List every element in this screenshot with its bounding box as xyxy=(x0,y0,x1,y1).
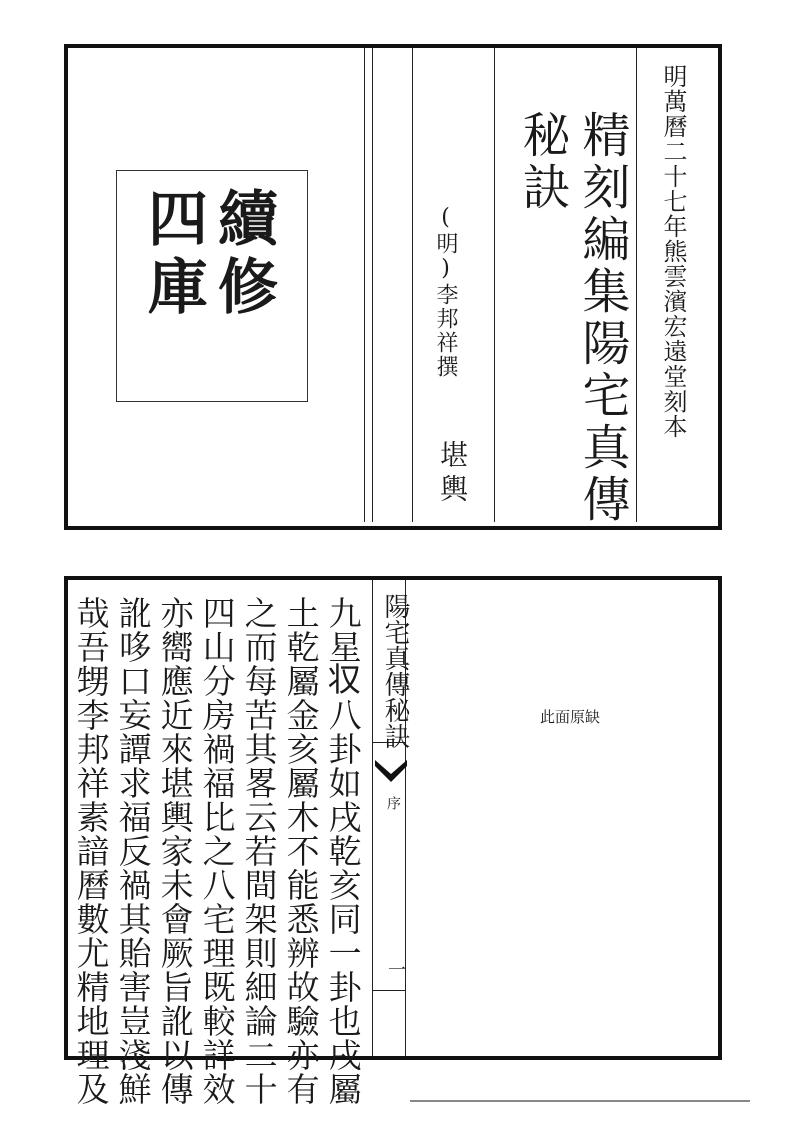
fish-tail-mark-icon xyxy=(375,760,407,786)
book-title-continued: 秘訣 xyxy=(514,110,570,214)
section-mark: 序 xyxy=(385,796,401,810)
center-column-title: 陽宅真傳秘訣 xyxy=(380,593,410,749)
book-title: 精刻編集陽宅真傳 xyxy=(574,110,630,526)
seal-text-right: 續修 xyxy=(208,187,278,323)
text-column: 之而每苦其畧云若間架則細論二十 xyxy=(239,596,279,1106)
scan-edge-line xyxy=(410,1100,750,1102)
text-column: 四山分房禍福比之八宅理既較詳效 xyxy=(197,596,237,1106)
column-divider xyxy=(494,48,495,522)
center-column-rule xyxy=(372,990,406,991)
page-number: 一 xyxy=(388,960,406,981)
category-label: 堪輿 xyxy=(436,440,469,508)
text-column: 哉吾甥李邦祥素諳曆數尤精地理及 xyxy=(71,596,111,1106)
seal-text-left: 四庫 xyxy=(138,187,208,323)
edition-note: 明萬曆二十七年熊雲濱宏遠堂刻本 xyxy=(659,64,687,439)
text-column: 土乾屬金亥屬木不能悉辨故驗亦有 xyxy=(281,596,321,1106)
column-divider xyxy=(412,48,413,522)
column-divider xyxy=(372,48,373,522)
center-column-left-border xyxy=(372,580,373,1056)
text-column: 亦嚮應近來堪輿家未會厥旨訛以傳 xyxy=(155,596,195,1106)
column-divider xyxy=(364,48,365,522)
text-column: 九星𠬧八卦如戌乾亥同一卦也戌屬 xyxy=(323,596,363,1106)
text-column: 訛哆口妄譚求福反禍其貽害豈淺鮮 xyxy=(113,596,153,1106)
author-credit: (明)李邦祥撰 xyxy=(433,205,458,379)
missing-page-note: 此面原缺 xyxy=(539,708,600,726)
seal-stamp xyxy=(116,170,308,402)
